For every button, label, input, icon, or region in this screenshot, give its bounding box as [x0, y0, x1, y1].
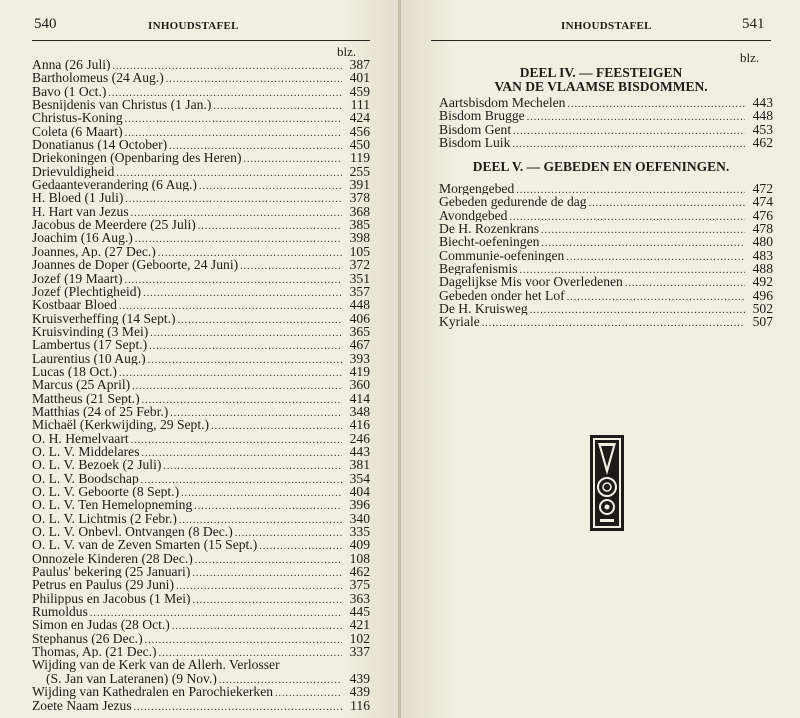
entry-title: Matthias (24 of 25 Febr.) [32, 404, 169, 419]
index-entry [439, 275, 773, 288]
index-entry [32, 512, 370, 525]
entry-page-number: 108 [349, 551, 370, 566]
entry-page-number: 401 [349, 71, 370, 85]
section-5-heading: DEEL V. — GEBEDEN EN OEFENINGEN. [472, 159, 730, 174]
dot-leader [528, 304, 745, 315]
index-entry [439, 302, 773, 315]
index-entry [32, 85, 370, 98]
dot-leader [123, 127, 342, 138]
entry-title: Besnijdenis van Christus (1 Jan.) [32, 98, 212, 112]
index-entry [32, 525, 370, 538]
entry-title: Petrus en Paulus (29 Juni) [32, 578, 174, 592]
dot-leader [514, 184, 745, 195]
index-entry [32, 578, 370, 591]
dot-leader [143, 634, 342, 645]
entry-title: Anna (26 Juli) [32, 58, 111, 72]
entry-title-line1: Wijding van de Kerk van de Allerh. Verlosser [32, 658, 280, 673]
entry-title: Aartsbisdom Mechelen [439, 96, 566, 110]
dot-leader [209, 420, 342, 431]
entry-page-number: 360 [349, 378, 370, 392]
index-entry [32, 605, 370, 618]
dot-leader [196, 220, 342, 231]
entry-page-number: 496 [752, 288, 773, 303]
entry-title: Gedaanteverandering (6 Aug.) [32, 178, 197, 192]
entry-page-number: 472 [752, 182, 773, 196]
index-entry [32, 618, 370, 631]
entry-page-number: 381 [349, 458, 370, 472]
index-entry [439, 262, 773, 275]
entry-title: Kostbaar Bloed [32, 298, 117, 312]
entry-page-number: 480 [752, 235, 773, 249]
entry-title: Simon en Judas (28 Oct.) [32, 618, 170, 632]
dot-leader [510, 138, 745, 149]
index-entry [32, 71, 370, 84]
entry-title: Bisdom Brugge [439, 109, 525, 123]
dot-leader [192, 500, 342, 511]
dot-leader [146, 354, 342, 365]
entry-page-number: 393 [349, 351, 370, 365]
index-entry [439, 123, 773, 136]
entry-title: Paulus' bekering (25 Januari) [32, 565, 191, 579]
dot-leader [161, 460, 342, 471]
entry-title: Dagelijkse Mis voor Overledenen [439, 275, 623, 289]
index-entry [32, 205, 370, 218]
index-entry [32, 98, 370, 111]
left-page [0, 0, 399, 718]
dot-leader [518, 264, 745, 275]
header-rule [32, 40, 370, 41]
index-entry [32, 432, 370, 445]
entry-title: Kruisvinding (3 Mei) [32, 324, 149, 339]
entry-page-number: 116 [350, 698, 370, 712]
entry-title: O. L. V. Geboorte (8 Sept.) [32, 485, 180, 499]
dot-leader [587, 197, 745, 208]
dot-leader [139, 474, 342, 485]
index-entry [32, 445, 370, 458]
blz-column-label: blz. [740, 50, 760, 65]
entry-page-number: 456 [349, 124, 370, 139]
entry-title: O. L. V. Lichtmis (2 Febr.) [32, 511, 177, 526]
dot-leader [88, 607, 342, 618]
entry-title: Begrafenismis [439, 262, 518, 276]
entry-page-number: 398 [349, 231, 370, 245]
dot-leader [242, 153, 343, 164]
entry-title: Thomas, Ap. (21 Dec.) [32, 645, 157, 659]
entry-title: Driekoningen (Openbaring des Heren) [32, 151, 242, 165]
entry-page-number: 492 [752, 275, 773, 289]
entry-title-line2-row [32, 672, 370, 685]
entry-title: Bartholomeus (24 Aug.) [32, 71, 164, 85]
entry-title: Mattheus (21 Sept.) [32, 391, 140, 405]
entry-title: Marcus (25 April) [32, 378, 131, 392]
index-entry [32, 565, 370, 578]
dot-leader [273, 687, 342, 698]
entry-page-number: 363 [349, 591, 370, 606]
entry-title: Coleta (6 Maart) [32, 124, 123, 139]
index-entry [32, 111, 370, 124]
dot-leader [139, 447, 342, 458]
entry-title: Bisdom Luik [439, 136, 511, 150]
index-entry [32, 325, 370, 338]
dot-leader [132, 701, 342, 712]
index-entry [32, 58, 370, 71]
index-entry [32, 178, 370, 191]
dot-leader [130, 380, 342, 391]
entry-page-number: 385 [349, 218, 370, 232]
entry-page-number: 448 [752, 109, 773, 123]
entry-title: Drievuldigheid [32, 164, 115, 179]
dot-leader [114, 167, 342, 178]
index-list [32, 58, 370, 712]
entry-page-number: 404 [349, 485, 370, 499]
entry-page-number: 255 [349, 164, 370, 179]
dot-leader [623, 277, 745, 288]
index-entry [32, 285, 370, 298]
entry-page-number: 351 [349, 271, 370, 285]
dot-leader [176, 314, 342, 325]
blz-column-label: blz. [337, 44, 357, 59]
entry-title: Jozef (19 Maart) [32, 271, 123, 285]
entry-title: Philippus en Jacobus (1 Mei) [32, 591, 191, 606]
index-entry [32, 151, 370, 164]
dot-leader [177, 514, 342, 525]
section-4-list [439, 96, 773, 149]
dot-leader [565, 98, 745, 109]
entry-page-number: 375 [349, 578, 370, 592]
index-entry [32, 298, 370, 311]
entry-page-number: 483 [752, 248, 773, 263]
entry-page-number: 462 [349, 565, 370, 579]
entry-page-number: 372 [349, 258, 370, 272]
dot-leader [147, 340, 342, 351]
entry-page-number: 445 [349, 605, 370, 619]
entry-title: H. Bloed (1 Juli) [32, 191, 124, 205]
entry-page-number: 476 [752, 208, 773, 223]
entry-title: Lucas (18 Oct.) [32, 364, 117, 379]
right-page [401, 0, 800, 718]
entry-page-number: 335 [349, 525, 370, 539]
entry-title: De H. Rozenkrans [439, 222, 540, 236]
dot-leader [238, 260, 342, 271]
entry-title: Avondgebed [439, 208, 508, 223]
entry-title: Laurentius (10 Aug.) [32, 351, 146, 365]
index-entry [32, 592, 370, 605]
index-entry [32, 365, 370, 378]
dot-leader [111, 60, 342, 71]
section-5-list [439, 182, 773, 329]
entry-page-number: 357 [349, 284, 370, 299]
index-entry [439, 96, 773, 109]
index-entry [32, 272, 370, 285]
dot-leader [117, 367, 342, 378]
entry-title: O. L. V. Middelares [32, 444, 140, 459]
index-entry [439, 315, 773, 328]
entry-page-number: 337 [349, 645, 370, 659]
index-entry [32, 685, 370, 698]
running-header: INHOUDSTAFEL [561, 20, 652, 32]
dot-leader [480, 317, 745, 328]
entry-page-number: 424 [349, 111, 370, 125]
entry-title: De H. Kruisweg [439, 302, 528, 316]
dot-leader [197, 180, 342, 191]
dot-leader [565, 291, 745, 302]
entry-page-number: 102 [349, 631, 370, 646]
entry-title: Joannes de Doper (Geboorte, 24 Juni) [32, 258, 239, 272]
entry-page-number: 459 [349, 84, 370, 99]
dot-leader [106, 87, 342, 98]
dot-leader [179, 487, 342, 498]
dot-leader [117, 300, 342, 311]
entry-title: H. Hart van Jezus [32, 204, 129, 219]
index-entry [32, 552, 370, 565]
dot-leader [123, 113, 342, 124]
entry-page-number: 354 [349, 471, 370, 485]
entry-title: Christus-Koning [32, 111, 123, 125]
header-rule [431, 40, 771, 41]
dot-leader [217, 674, 342, 685]
dot-leader [193, 554, 342, 565]
entry-title: Stephanus (26 Dec.) [32, 631, 143, 646]
entry-page-number: 421 [349, 618, 370, 632]
entry-title: O. L. V. Bezoek (2 Juli) [32, 458, 162, 472]
entry-page-number: 406 [349, 311, 370, 325]
entry-title: Lambertus (17 Sept.) [32, 338, 148, 352]
dot-leader [168, 407, 342, 418]
index-entry [32, 191, 370, 204]
dot-leader [164, 73, 342, 84]
entry-title: Kruisverheffing (14 Sept.) [32, 311, 176, 325]
dot-leader [233, 527, 342, 538]
index-entry [32, 538, 370, 551]
entry-title: O. H. Hemelvaart [32, 431, 129, 445]
entry-page-number: 478 [752, 222, 773, 236]
dot-leader [507, 211, 745, 222]
index-entry [32, 472, 370, 485]
dot-leader [170, 620, 342, 631]
index-entry [32, 632, 370, 645]
index-entry [439, 249, 773, 262]
dot-leader [141, 287, 342, 298]
index-entry [439, 235, 773, 248]
entry-title: Zoete Naam Jezus [32, 698, 132, 712]
dot-leader [133, 233, 342, 244]
dot-leader [123, 193, 342, 204]
entry-page-number: 448 [349, 298, 370, 312]
entry-page-number: 391 [349, 178, 370, 192]
dot-leader [539, 224, 745, 235]
index-entry [32, 458, 370, 471]
entry-page-number: 409 [349, 538, 370, 552]
section-4-heading [431, 66, 771, 94]
index-entry [439, 195, 773, 208]
index-entry [32, 405, 370, 418]
index-entry [439, 222, 773, 235]
entry-page-number: 450 [349, 138, 370, 152]
entry-title: O. L. V. van de Zeven Smarten (15 Sept.) [32, 538, 258, 552]
dot-leader [174, 580, 342, 591]
index-entry [32, 498, 370, 511]
entry-page-number: 439 [349, 670, 370, 686]
dot-leader [564, 251, 745, 262]
entry-page-number: 467 [349, 338, 370, 352]
entry-page-number: 396 [349, 498, 370, 512]
entry-page-number: 453 [752, 122, 773, 137]
index-entry [439, 136, 773, 149]
index-entry [32, 312, 370, 325]
entry-title: Joachim (16 Aug.) [32, 231, 133, 245]
index-entry [32, 245, 370, 258]
index-entry [439, 289, 773, 302]
entry-title: Donatianus (14 October) [32, 138, 168, 152]
entry-title-line2: (S. Jan van Lateranen) (9 Nov.) [46, 670, 217, 686]
running-header: INHOUDSTAFEL [148, 20, 239, 32]
entry-title: O. L. V. Boodschap [32, 471, 139, 485]
entry-title: Biecht-oefeningen [439, 235, 540, 249]
entry-title: Gebeden onder het Lof [439, 288, 565, 303]
dot-leader [129, 434, 342, 445]
fleuron-ornament-icon [590, 435, 624, 531]
entry-title: Gebeden gedurende de dag [439, 195, 587, 209]
entry-title: Wijding van Kathedralen en Parochiekerken [32, 685, 274, 699]
dot-leader [511, 125, 745, 136]
entry-page-number: 246 [349, 431, 370, 445]
dot-leader [157, 647, 342, 658]
entry-page-number: 111 [350, 98, 370, 112]
entry-page-number: 378 [349, 191, 370, 205]
entry-title: Bisdom Gent [439, 122, 512, 137]
entry-title: Jacobus de Meerdere (25 Juli) [32, 218, 196, 232]
entry-page-number: 387 [349, 58, 370, 72]
index-entry [32, 258, 370, 271]
index-entry [32, 699, 370, 712]
entry-title: Kyriale [439, 315, 480, 329]
index-entry [32, 231, 370, 244]
entry-page-number: 443 [349, 444, 370, 459]
dot-leader [211, 100, 342, 111]
index-entry-multiline [32, 658, 370, 685]
index-entry [32, 125, 370, 138]
entry-page-number: 416 [349, 418, 370, 432]
entry-title: Onnozele Kinderen (28 Dec.) [32, 551, 193, 566]
entry-page-number: 368 [349, 204, 370, 219]
entry-page-number: 488 [752, 262, 773, 276]
entry-page-number: 507 [752, 315, 773, 329]
index-entry [32, 645, 370, 658]
index-entry [439, 209, 773, 222]
index-entry [439, 182, 773, 195]
index-entry [32, 218, 370, 231]
dot-leader [140, 394, 342, 405]
entry-title: O. L. V. Ten Hemelopneming [32, 498, 193, 512]
section-4-heading-line2: VAN DE VLAAMSE BISDOMMEN. [494, 79, 708, 94]
dot-leader [190, 567, 342, 578]
dot-leader [525, 111, 745, 122]
entry-title: Morgengebed [439, 182, 515, 196]
entry-title: Jozef (Plechtigheid) [32, 284, 142, 299]
entry-page-number: 119 [350, 151, 370, 165]
section-4-heading-line1: DEEL IV. — FEESTEIGEN [519, 65, 683, 80]
entry-page-number: 105 [349, 244, 370, 259]
dot-leader [148, 327, 342, 338]
index-entry [439, 109, 773, 122]
index-entry [32, 485, 370, 498]
entry-title: Rumoldus [32, 605, 88, 619]
entry-title: Communie-oefeningen [439, 248, 565, 263]
entry-page-number: 439 [349, 685, 370, 699]
entry-title: Michaël (Kerkwijding, 29 Sept.) [32, 418, 210, 432]
entry-page-number: 474 [752, 195, 773, 209]
dot-leader [257, 540, 342, 551]
entry-page-number: 419 [349, 364, 370, 379]
page-number: 541 [742, 16, 765, 32]
dot-leader [129, 207, 342, 218]
index-entry [32, 378, 370, 391]
entry-page-number: 340 [349, 511, 370, 526]
dot-leader [167, 140, 342, 151]
index-entry [32, 138, 370, 151]
index-entry [32, 338, 370, 351]
entry-title: Joannes, Ap. (27 Dec.) [32, 244, 156, 259]
index-entry [32, 392, 370, 405]
entry-page-number: 348 [349, 404, 370, 419]
dot-leader [156, 247, 342, 258]
dot-leader [191, 594, 342, 605]
entry-page-number: 365 [349, 324, 370, 339]
entry-title: Bavo (1 Oct.) [32, 84, 107, 99]
page-number: 540 [34, 16, 57, 32]
dot-leader [123, 274, 342, 285]
index-entry [32, 165, 370, 178]
entry-page-number: 462 [752, 136, 773, 150]
index-entry [32, 418, 370, 431]
entry-page-number: 414 [349, 391, 370, 405]
dot-leader [539, 237, 745, 248]
entry-page-number: 443 [752, 96, 773, 110]
index-entry [32, 352, 370, 365]
entry-page-number: 502 [752, 302, 773, 316]
entry-title: O. L. V. Onbevl. Ontvangen (8 Dec.) [32, 525, 233, 539]
